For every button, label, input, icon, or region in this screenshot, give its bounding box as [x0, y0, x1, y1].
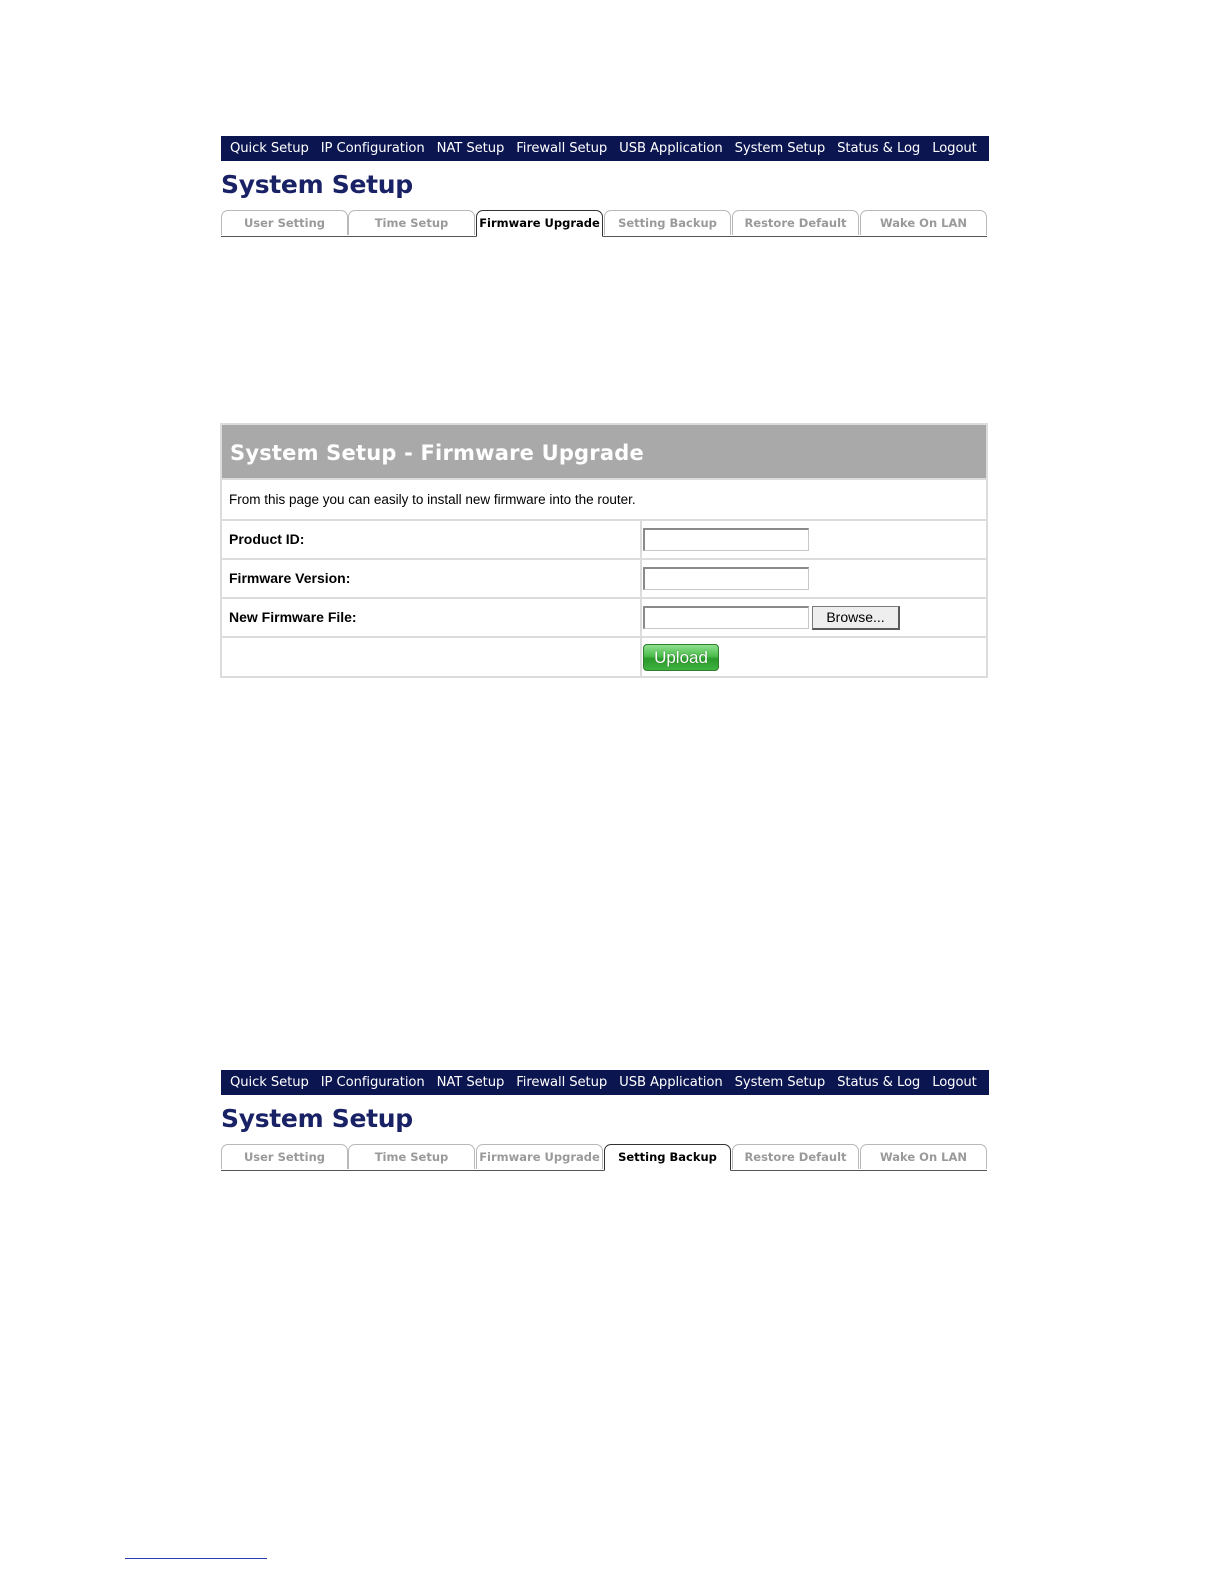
- nav-quick-setup[interactable]: Quick Setup: [230, 141, 309, 156]
- new-firmware-file-row: [222, 597, 986, 636]
- tab-firmware-upgrade[interactable]: Firmware Upgrade: [476, 210, 603, 237]
- tab-time-setup[interactable]: Time Setup: [348, 210, 475, 235]
- page-title: System Setup: [221, 170, 413, 199]
- tab-user-setting[interactable]: User Setting: [221, 210, 348, 235]
- product-id-label: Product ID:: [222, 521, 642, 558]
- new-firmware-file-label: New Firmware File:: [222, 599, 642, 636]
- nav-usb-application[interactable]: USB Application: [619, 141, 723, 156]
- footnote-separator: [125, 1558, 267, 1559]
- nav-status-log[interactable]: Status & Log: [837, 1075, 921, 1090]
- tab-bar: [221, 210, 987, 237]
- tab-baseline: [221, 236, 987, 237]
- panel-title: System Setup - Firmware Upgrade: [222, 425, 986, 478]
- nav-ip-configuration[interactable]: IP Configuration: [320, 141, 425, 156]
- nav-logout[interactable]: Logout: [932, 1075, 977, 1090]
- nav-nat-setup[interactable]: NAT Setup: [436, 141, 505, 156]
- page-title-2: System Setup: [221, 1104, 413, 1133]
- upload-row: [222, 636, 986, 678]
- upload-row-spacer: [222, 638, 642, 676]
- new-firmware-file-cell: [642, 599, 986, 636]
- panel-description: From this page you can easily to install new firmware into the router.: [222, 478, 986, 519]
- firmware-version-label: Firmware Version:: [222, 560, 642, 597]
- nav-system-setup[interactable]: System Setup: [734, 1075, 826, 1090]
- firmware-version-row: [222, 558, 986, 597]
- nav-status-log[interactable]: Status & Log: [837, 141, 921, 156]
- firmware-version-input[interactable]: [643, 567, 809, 590]
- nav-usb-application[interactable]: USB Application: [619, 1075, 723, 1090]
- new-firmware-file-input[interactable]: [643, 606, 809, 629]
- screen1-header: [221, 136, 989, 237]
- tab-wake-on-lan[interactable]: Wake On LAN: [860, 210, 987, 235]
- nav-firewall-setup[interactable]: Firewall Setup: [516, 141, 608, 156]
- nav-logout[interactable]: Logout: [932, 141, 977, 156]
- upload-cell: [642, 638, 986, 676]
- firmware-version-cell: [642, 560, 986, 597]
- nav-ip-configuration[interactable]: IP Configuration: [320, 1075, 425, 1090]
- product-id-cell: [642, 521, 986, 558]
- tab-user-setting[interactable]: User Setting: [221, 1144, 348, 1169]
- browse-button[interactable]: Browse...: [812, 606, 900, 630]
- tab-restore-default[interactable]: Restore Default: [732, 210, 859, 235]
- screen2-header: [221, 1070, 989, 1171]
- top-navigation-bar-2: [221, 1070, 989, 1095]
- top-navigation-bar: [221, 136, 989, 161]
- tab-bar-2: [221, 1144, 987, 1171]
- tab-restore-default[interactable]: Restore Default: [732, 1144, 859, 1169]
- tab-setting-backup[interactable]: Setting Backup: [604, 1144, 731, 1171]
- product-id-row: [222, 519, 986, 558]
- product-id-input[interactable]: [643, 528, 809, 551]
- tab-time-setup[interactable]: Time Setup: [348, 1144, 475, 1169]
- nav-nat-setup[interactable]: NAT Setup: [436, 1075, 505, 1090]
- firmware-upgrade-panel: [220, 423, 988, 678]
- nav-quick-setup[interactable]: Quick Setup: [230, 1075, 309, 1090]
- nav-system-setup[interactable]: System Setup: [734, 141, 826, 156]
- tab-wake-on-lan[interactable]: Wake On LAN: [860, 1144, 987, 1169]
- tab-firmware-upgrade[interactable]: Firmware Upgrade: [476, 1144, 603, 1169]
- upload-button[interactable]: Upload: [643, 644, 719, 671]
- nav-firewall-setup[interactable]: Firewall Setup: [516, 1075, 608, 1090]
- tab-setting-backup[interactable]: Setting Backup: [604, 210, 731, 235]
